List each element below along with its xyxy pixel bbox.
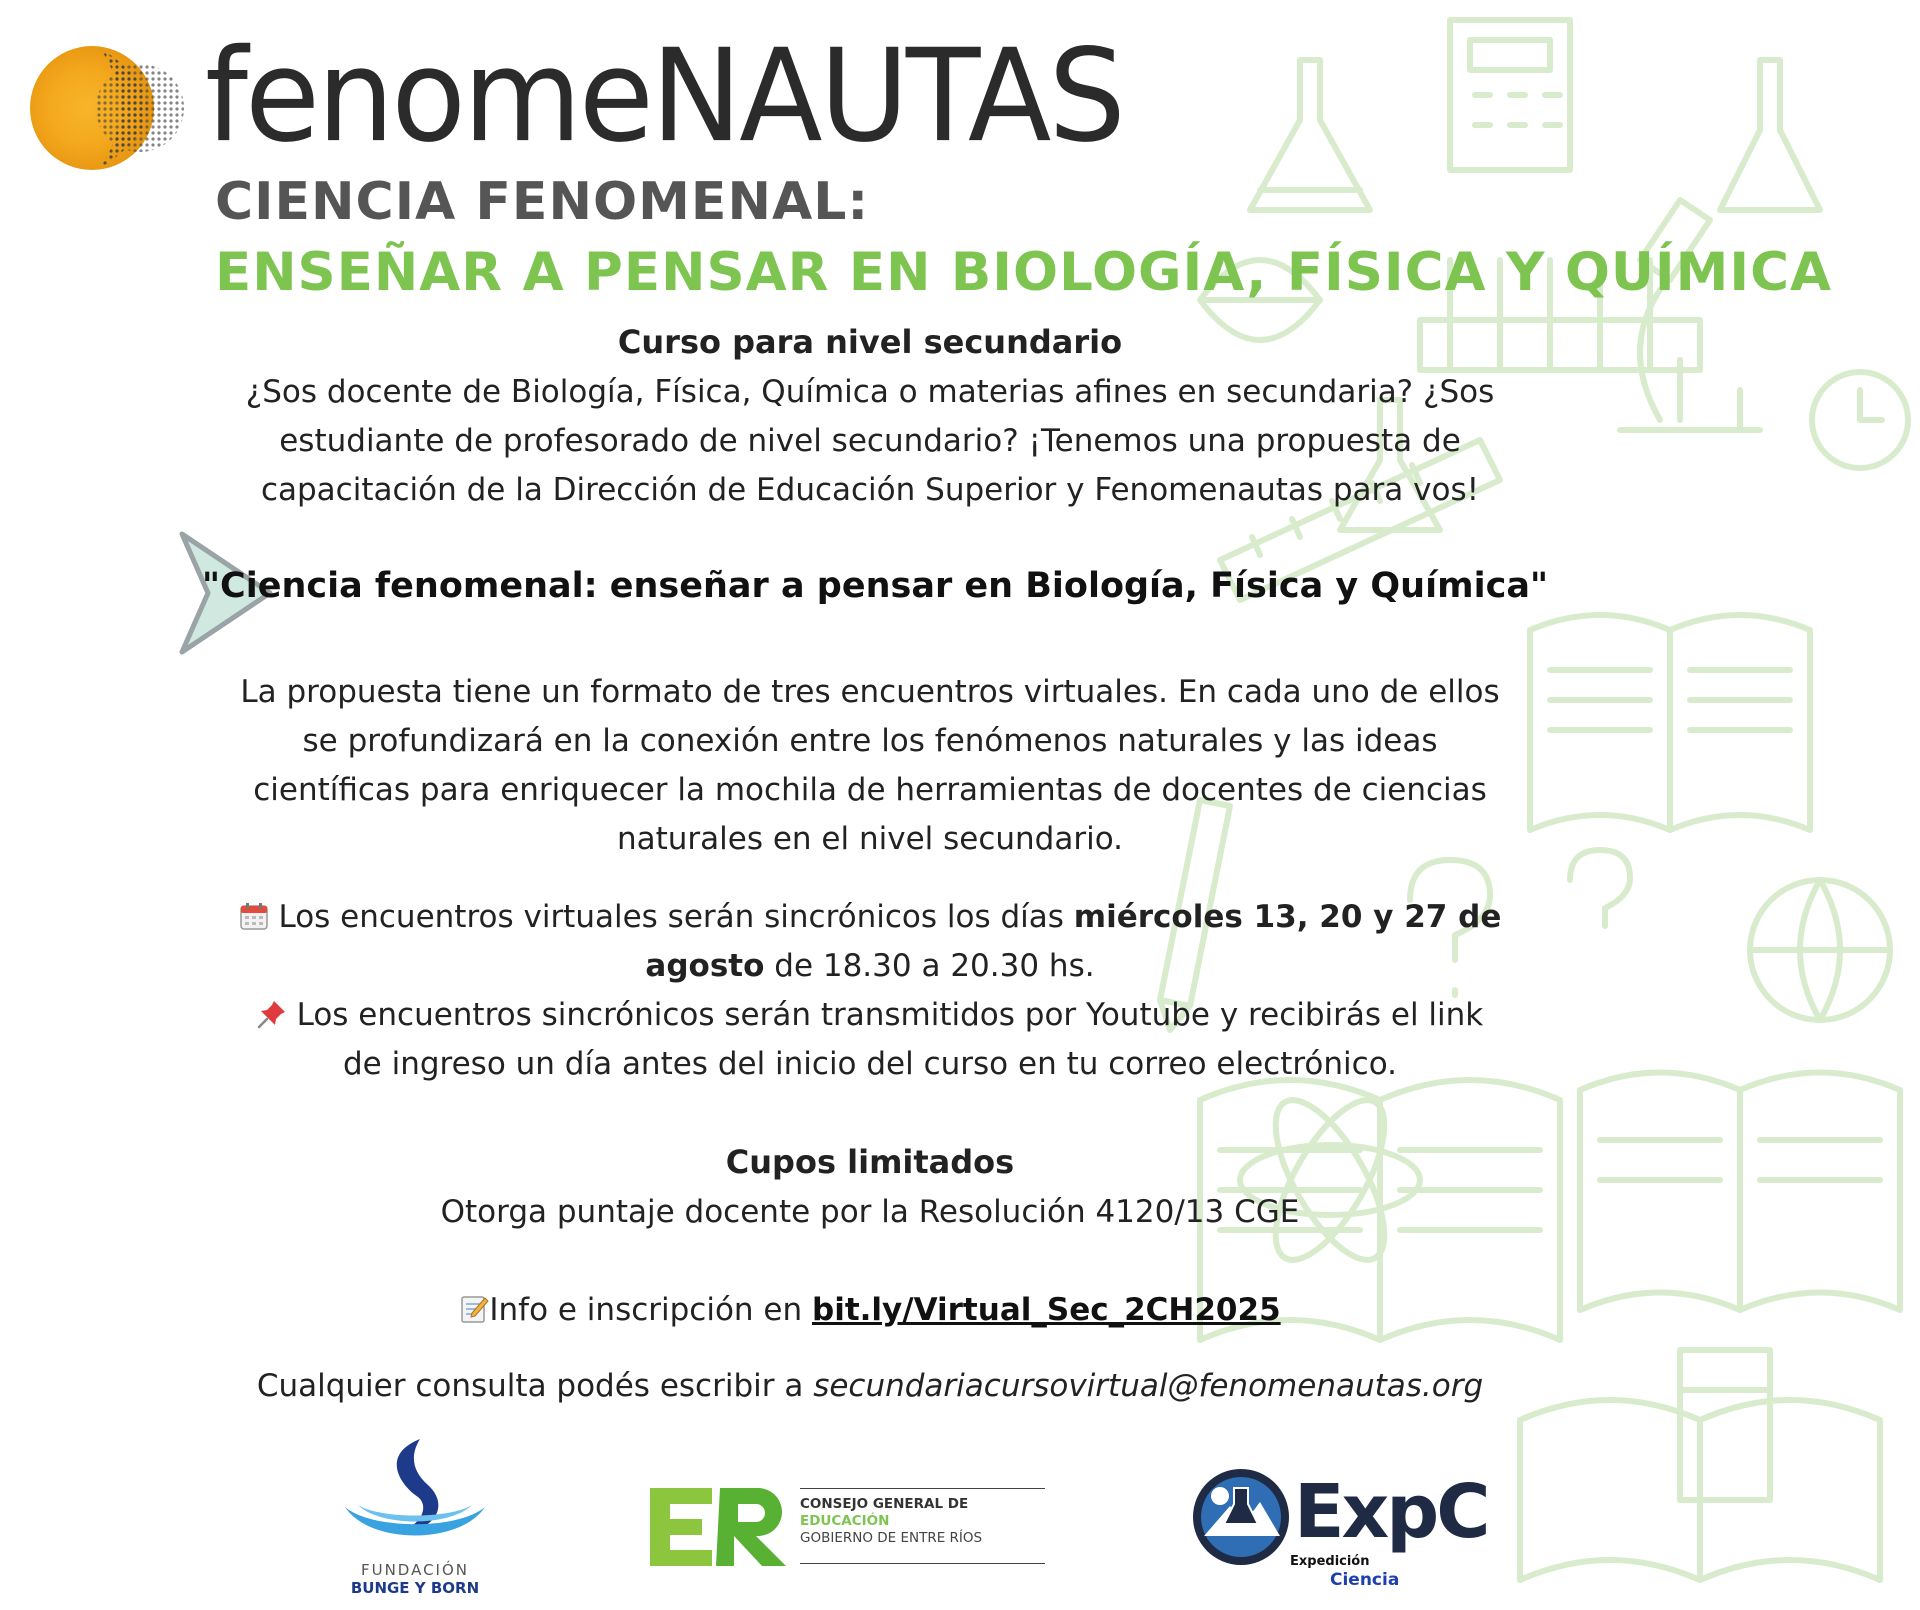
er-text-block — [800, 1488, 1045, 1564]
course-title: "Ciencia fenomenal: enseñar a pensar en Biología, Física y Química" — [201, 566, 1549, 606]
schedule-time: de 18.30 a 20.30 hs. — [764, 948, 1095, 984]
info-prefix: Info e inscripción en — [489, 1292, 812, 1328]
course-level-heading: Curso para nivel secundario — [617, 323, 1123, 361]
youtube-line-2: de ingreso un día antes del inicio del curso en tu correo electrónico. — [343, 1046, 1397, 1082]
fbb-emblem-icon — [340, 1435, 490, 1555]
intro-line-1: ¿Sos docente de Biología, Física, Química o materias afines en secundaria? ¿Sos — [245, 374, 1495, 410]
expc-sub-2: Ciencia — [1330, 1570, 1400, 1590]
youtube-line-1 — [200, 991, 1540, 1040]
er-line-3: GOBIERNO DE ENTRE RÍOS — [800, 1530, 983, 1546]
schedule-prefix: Los encuentros virtuales serán sincrónicos los días — [268, 899, 1074, 935]
youtube-text-1: Los encuentros sincrónicos serán transmitidos por Youtube y recibirás el link — [286, 997, 1484, 1033]
intro-line-3: capacitación de la Dirección de Educación Superior y Fenomenautas para vos! — [260, 472, 1480, 508]
title-line-1: CIENCIA FENOMENAL: — [215, 172, 870, 232]
fbb-name-line-1: FUNDACIÓN — [360, 1561, 470, 1579]
schedule-dates: miércoles 13, 20 y 27 de — [1073, 899, 1502, 935]
er-line-2: EDUCACIÓN — [800, 1513, 890, 1529]
consejo-general-educacion-logo — [650, 1488, 1050, 1566]
title-line-2: ENSEÑAR A PENSAR EN BIOLOGÍA, FÍSICA Y QUÍMICA — [215, 242, 1833, 303]
fenomenautas-sun-logo — [30, 40, 200, 175]
calendar-icon — [239, 901, 269, 931]
fbb-name-line-2: BUNGE Y BORN — [350, 1579, 480, 1597]
intro-line-2: estudiante de profesorado de nivel secundario? ¡Tenemos una propuesta de — [279, 423, 1461, 459]
proposal-line-2: se profundizará en la conexión entre los fenómenos naturales y las ideas — [302, 723, 1438, 759]
fundacion-bunge-y-born-logo — [340, 1435, 490, 1595]
brand-wordmark: fenomeNAUTAS — [205, 21, 1123, 171]
expc-emblem-icon — [1190, 1466, 1292, 1568]
er-line-1: CONSEJO GENERAL DE — [800, 1496, 969, 1512]
consulta-prefix: Cualquier consulta podés escribir a — [256, 1368, 814, 1404]
memo-icon — [459, 1294, 489, 1324]
proposal-line-3: científicas para enriquecer la mochila de herramientas de docentes de ciencias — [253, 772, 1487, 808]
schedule-paragraph — [200, 893, 1540, 991]
proposal-line-4: naturales en el nivel secundario. — [616, 821, 1123, 857]
schedule-month: agosto — [645, 948, 765, 984]
cupos-heading: Cupos limitados — [725, 1143, 1015, 1181]
schedule-line-2 — [200, 942, 1540, 991]
expc-sub-1: Expedición — [1290, 1554, 1370, 1569]
schedule-line-1 — [200, 893, 1540, 942]
proposal-paragraph — [200, 668, 1540, 864]
intro-paragraph — [200, 368, 1540, 515]
expedicion-ciencia-logo — [1190, 1466, 1488, 1596]
pushpin-icon — [257, 999, 287, 1029]
contact-email[interactable]: secundariacursovirtual@fenomenautas.org — [813, 1368, 1484, 1404]
registration-link[interactable]: bit.ly/Virtual_Sec_2CH2025 — [812, 1292, 1281, 1328]
info-line — [200, 1286, 1540, 1335]
puntaje-text: Otorga puntaje docente por la Resolución 4120/13 CGE — [440, 1194, 1300, 1230]
proposal-line-1: La propuesta tiene un formato de tres encuentros virtuales. En cada uno de ellos — [240, 674, 1500, 710]
consulta-line — [200, 1362, 1540, 1411]
youtube-paragraph — [200, 991, 1540, 1089]
er-logo-icon — [650, 1488, 790, 1566]
expc-wordmark: ExpC — [1294, 1469, 1488, 1555]
